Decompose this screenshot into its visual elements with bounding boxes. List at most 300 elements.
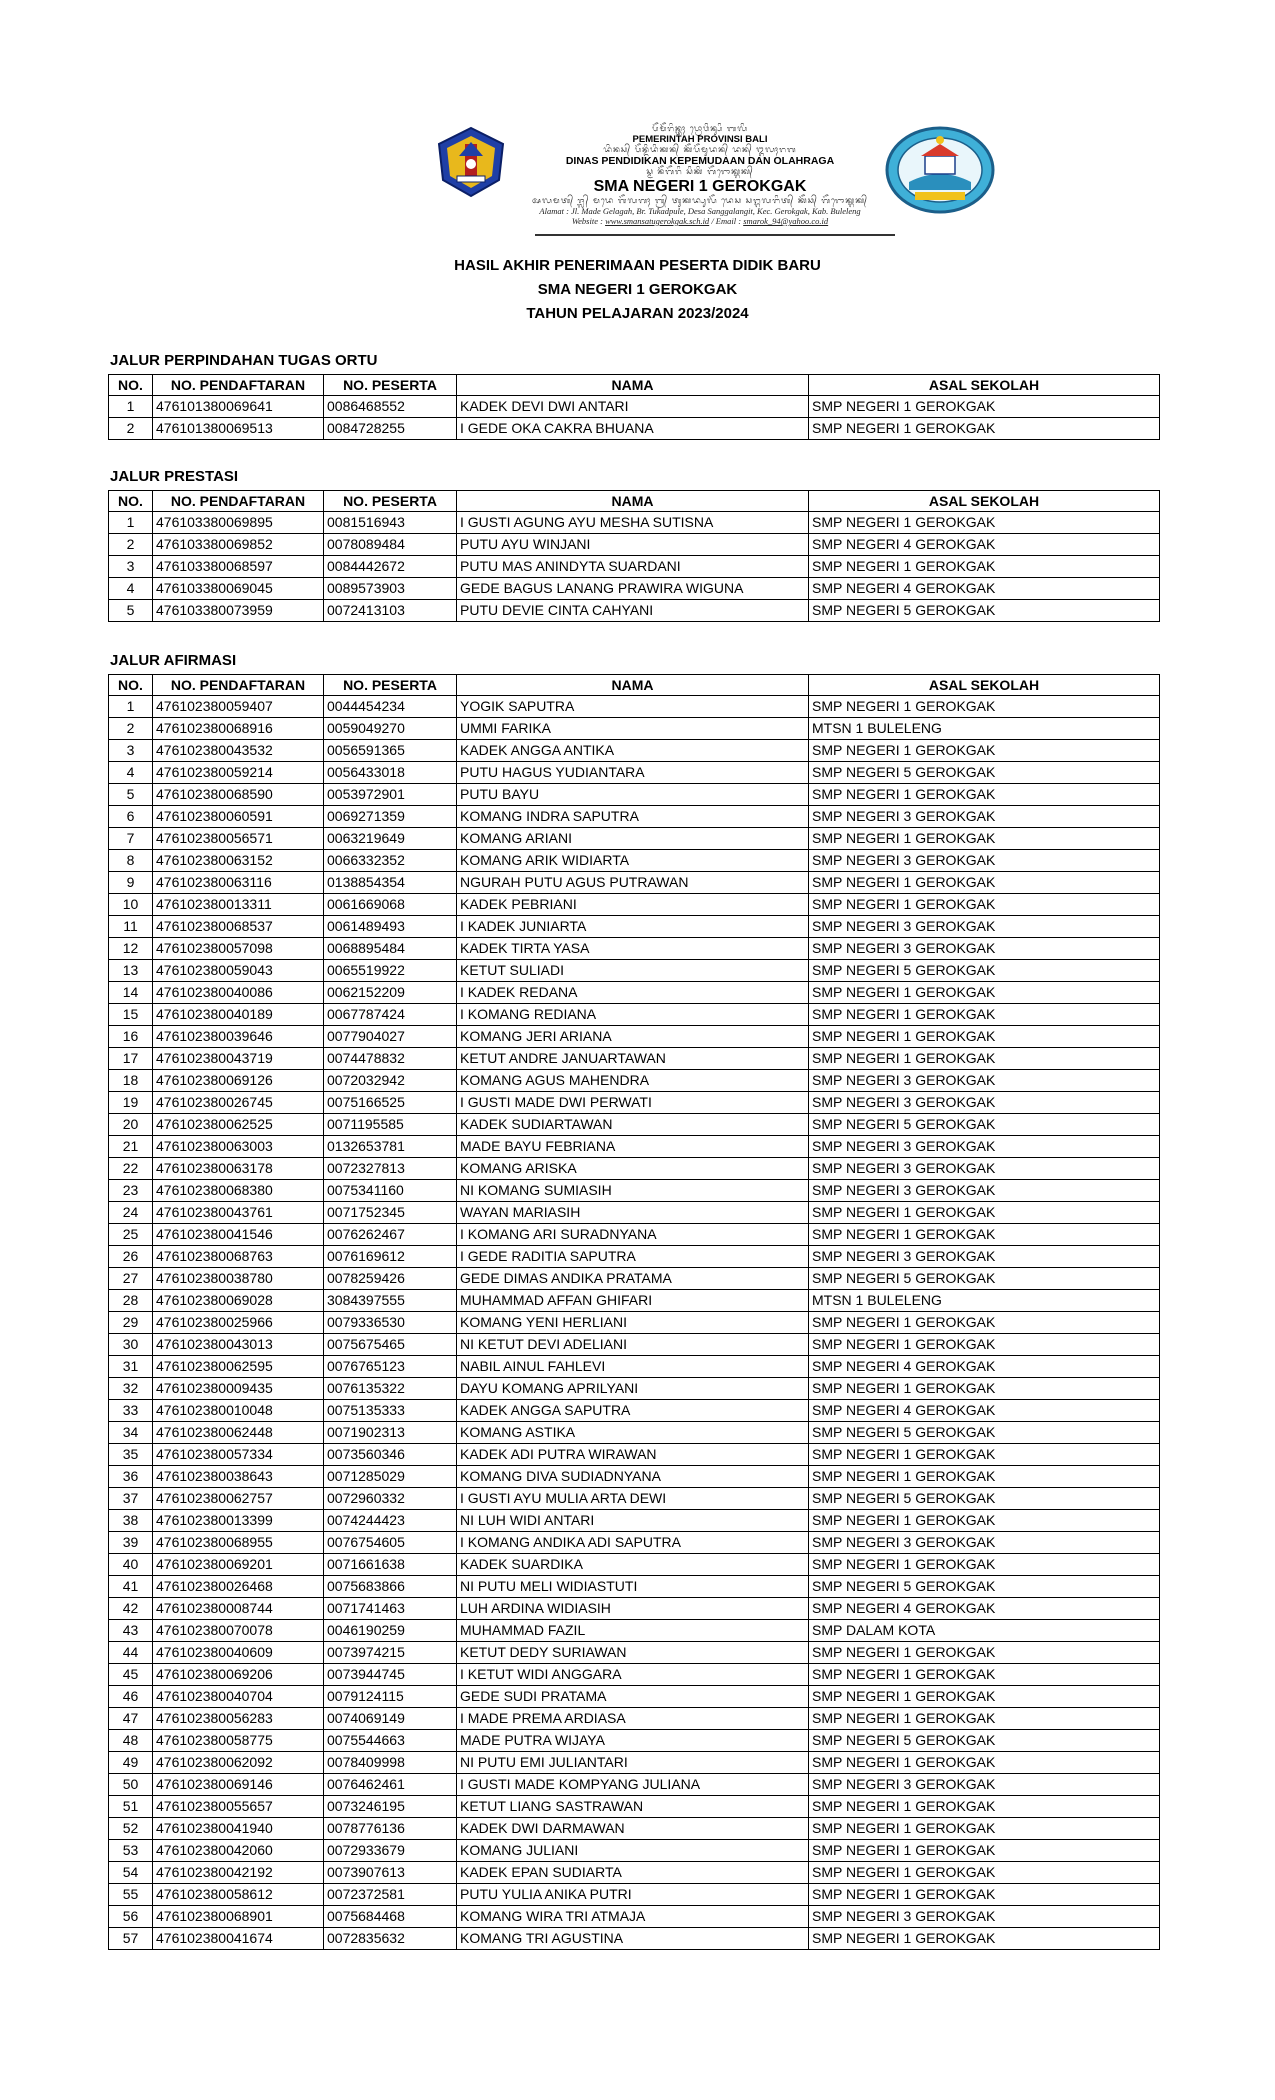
cell-registration-number: 476102380060591 bbox=[153, 806, 324, 828]
section-title: JALUR PERPINDAHAN TUGAS ORTU bbox=[110, 352, 378, 369]
cell-origin-school: SMP NEGERI 1 GEROKGAK bbox=[809, 1048, 1160, 1070]
header-col-no: NO. bbox=[109, 675, 153, 696]
header-col-name: NAMA bbox=[457, 375, 809, 396]
cell-registration-number: 476102380042192 bbox=[153, 1862, 324, 1884]
cell-participant-number: 0078089484 bbox=[324, 534, 457, 556]
title-line-3: TAHUN PELAJARAN 2023/2024 bbox=[526, 305, 749, 322]
cell-name: NI KOMANG SUMIASIH bbox=[457, 1180, 809, 1202]
cell-name: KOMANG YENI HERLIANI bbox=[457, 1312, 809, 1334]
cell-participant-number: 0071661638 bbox=[324, 1554, 457, 1576]
table-row bbox=[109, 1290, 1160, 1312]
cell-registration-number: 476102380009435 bbox=[153, 1378, 324, 1400]
table-row bbox=[109, 1004, 1160, 1026]
table-row bbox=[109, 1048, 1160, 1070]
cell-origin-school: SMP NEGERI 4 GEROKGAK bbox=[809, 1356, 1160, 1378]
cell-participant-number: 0075341160 bbox=[324, 1180, 457, 1202]
cell-name: KADEK ANGGA SAPUTRA bbox=[457, 1400, 809, 1422]
cell-no: 51 bbox=[109, 1796, 153, 1818]
cell-origin-school: SMP NEGERI 3 GEROKGAK bbox=[809, 1774, 1160, 1796]
cell-no: 18 bbox=[109, 1070, 153, 1092]
cell-registration-number: 476102380010048 bbox=[153, 1400, 324, 1422]
cell-participant-number: 0075683866 bbox=[324, 1576, 457, 1598]
cell-name: DAYU KOMANG APRILYANI bbox=[457, 1378, 809, 1400]
cell-name: GEDE SUDI PRATAMA bbox=[457, 1686, 809, 1708]
cell-origin-school: SMP NEGERI 1 GEROKGAK bbox=[809, 1752, 1160, 1774]
cell-origin-school: SMP NEGERI 1 GEROKGAK bbox=[809, 740, 1160, 762]
cell-origin-school: SMP NEGERI 3 GEROKGAK bbox=[809, 1070, 1160, 1092]
cell-no: 4 bbox=[109, 762, 153, 784]
header-col-origin-school: ASAL SEKOLAH bbox=[809, 491, 1160, 512]
cell-registration-number: 476103380069852 bbox=[153, 534, 324, 556]
cell-registration-number: 476102380057098 bbox=[153, 938, 324, 960]
cell-participant-number: 0067787424 bbox=[324, 1004, 457, 1026]
table-row bbox=[109, 1334, 1160, 1356]
cell-participant-number: 0072933679 bbox=[324, 1840, 457, 1862]
cell-registration-number: 476103380068597 bbox=[153, 556, 324, 578]
cell-registration-number: 476102380041546 bbox=[153, 1224, 324, 1246]
table-row bbox=[109, 1400, 1160, 1422]
cell-participant-number: 0065519922 bbox=[324, 960, 457, 982]
table-row bbox=[109, 894, 1160, 916]
cell-origin-school: SMP NEGERI 5 GEROKGAK bbox=[809, 600, 1160, 622]
cell-participant-number: 0078259426 bbox=[324, 1268, 457, 1290]
cell-participant-number: 0071902313 bbox=[324, 1422, 457, 1444]
table-row bbox=[109, 512, 1160, 534]
cell-registration-number: 476102380062092 bbox=[153, 1752, 324, 1774]
cell-origin-school: SMP NEGERI 1 GEROKGAK bbox=[809, 1928, 1160, 1950]
cell-name: PUTU BAYU bbox=[457, 784, 809, 806]
section-title: JALUR AFIRMASI bbox=[110, 652, 237, 669]
table-row bbox=[109, 534, 1160, 556]
cell-participant-number: 0073560346 bbox=[324, 1444, 457, 1466]
cell-participant-number: 0076462461 bbox=[324, 1774, 457, 1796]
cell-name: I KADEK REDANA bbox=[457, 982, 809, 1004]
table-row bbox=[109, 1884, 1160, 1906]
table-row bbox=[109, 1268, 1160, 1290]
results-table bbox=[108, 374, 1160, 440]
cell-no: 19 bbox=[109, 1092, 153, 1114]
cell-origin-school: SMP NEGERI 3 GEROKGAK bbox=[809, 938, 1160, 960]
cell-participant-number: 0073974215 bbox=[324, 1642, 457, 1664]
cell-name: NABIL AINUL FAHLEVI bbox=[457, 1356, 809, 1378]
cell-origin-school: SMP NEGERI 3 GEROKGAK bbox=[809, 1180, 1160, 1202]
table-row bbox=[109, 1664, 1160, 1686]
cell-registration-number: 476102380068955 bbox=[153, 1532, 324, 1554]
email-link[interactable]: smarok_94@yahoo.co.id bbox=[743, 216, 829, 226]
cell-origin-school: SMP NEGERI 1 GEROKGAK bbox=[809, 1444, 1160, 1466]
cell-name: KADEK ANGGA ANTIKA bbox=[457, 740, 809, 762]
cell-name: NGURAH PUTU AGUS PUTRAWAN bbox=[457, 872, 809, 894]
cell-name: I KOMANG ANDIKA ADI SAPUTRA bbox=[457, 1532, 809, 1554]
cell-origin-school: SMP NEGERI 1 GEROKGAK bbox=[809, 982, 1160, 1004]
cell-name: PUTU YULIA ANIKA PUTRI bbox=[457, 1884, 809, 1906]
letterhead-address: Alamat : Jl. Made Gelagah, Br. Tukadpule, Desa Sanggalangit, Kec. Gerokgak, Kab. Buleleng bbox=[539, 206, 861, 216]
cell-no: 45 bbox=[109, 1664, 153, 1686]
cell-registration-number: 476102380008744 bbox=[153, 1598, 324, 1620]
cell-name: YOGIK SAPUTRA bbox=[457, 696, 809, 718]
table-row bbox=[109, 1224, 1160, 1246]
cell-name: KADEK DEVI DWI ANTARI bbox=[457, 396, 809, 418]
header-col-participant-number: NO. PESERTA bbox=[324, 675, 457, 696]
table-header-row bbox=[109, 375, 1160, 396]
header-col-name: NAMA bbox=[457, 491, 809, 512]
cell-no: 27 bbox=[109, 1268, 153, 1290]
cell-registration-number: 476102380013311 bbox=[153, 894, 324, 916]
cell-participant-number: 0072835632 bbox=[324, 1928, 457, 1950]
cell-no: 52 bbox=[109, 1818, 153, 1840]
cell-participant-number: 0072032942 bbox=[324, 1070, 457, 1092]
cell-name: I MADE PREMA ARDIASA bbox=[457, 1708, 809, 1730]
cell-name: I GEDE OKA CAKRA BHUANA bbox=[457, 418, 809, 440]
cell-origin-school: SMP NEGERI 1 GEROKGAK bbox=[809, 1224, 1160, 1246]
table-row bbox=[109, 556, 1160, 578]
cell-no: 3 bbox=[109, 740, 153, 762]
table-row bbox=[109, 1686, 1160, 1708]
website-link[interactable]: www.smansatugerokgak.sch.id bbox=[605, 216, 710, 226]
table-row bbox=[109, 1488, 1160, 1510]
cell-no: 16 bbox=[109, 1026, 153, 1048]
cell-registration-number: 476102380068916 bbox=[153, 718, 324, 740]
cell-name: NI KETUT DEVI ADELIANI bbox=[457, 1334, 809, 1356]
cell-origin-school: SMP NEGERI 1 GEROKGAK bbox=[809, 1818, 1160, 1840]
cell-registration-number: 476102380040086 bbox=[153, 982, 324, 1004]
cell-name: KOMANG TRI AGUSTINA bbox=[457, 1928, 809, 1950]
cell-no: 8 bbox=[109, 850, 153, 872]
cell-name: LUH ARDINA WIDIASIH bbox=[457, 1598, 809, 1620]
table-row bbox=[109, 938, 1160, 960]
cell-name: PUTU AYU WINJANI bbox=[457, 534, 809, 556]
cell-registration-number: 476102380042060 bbox=[153, 1840, 324, 1862]
cell-no: 49 bbox=[109, 1752, 153, 1774]
cell-no: 32 bbox=[109, 1378, 153, 1400]
letterhead-script-province: ᬧᭂᬫᭂᬭᬶᬦ᭄ᬢᬄ ᬧ᭄ᬭᭀᬯᬶᬦ᭄ᬲᬶ ᬩᬮᬶ bbox=[652, 124, 748, 133]
letterhead-script-school: ᬲ᭄ᬫ ᬦᭂᬕᭂᬭᬶ ᬲᬶᬓᬶ ᬕᭂᬭᭀᬓ᭄ᬕᬓ᭄ bbox=[646, 167, 754, 176]
cell-registration-number: 476103380069045 bbox=[153, 578, 324, 600]
cell-no: 7 bbox=[109, 828, 153, 850]
cell-registration-number: 476102380063116 bbox=[153, 872, 324, 894]
cell-name: KOMANG ARISKA bbox=[457, 1158, 809, 1180]
cell-origin-school: SMP NEGERI 1 GEROKGAK bbox=[809, 1642, 1160, 1664]
cell-name: I GUSTI AYU MULIA ARTA DEWI bbox=[457, 1488, 809, 1510]
letterhead bbox=[435, 124, 995, 236]
header-col-no: NO. bbox=[109, 375, 153, 396]
table-row bbox=[109, 1422, 1160, 1444]
cell-origin-school: SMP NEGERI 1 GEROKGAK bbox=[809, 396, 1160, 418]
cell-origin-school: SMP NEGERI 1 GEROKGAK bbox=[809, 418, 1160, 440]
title-line-2: SMA NEGERI 1 GEROKGAK bbox=[537, 281, 738, 298]
table-row bbox=[109, 872, 1160, 894]
cell-participant-number: 0072960332 bbox=[324, 1488, 457, 1510]
cell-name: I KOMANG ARI SURADNYANA bbox=[457, 1224, 809, 1246]
cell-name: GEDE BAGUS LANANG PRAWIRA WIGUNA bbox=[457, 578, 809, 600]
cell-no: 53 bbox=[109, 1840, 153, 1862]
cell-name: I GUSTI MADE KOMPYANG JULIANA bbox=[457, 1774, 809, 1796]
cell-participant-number: 0132653781 bbox=[324, 1136, 457, 1158]
table-row bbox=[109, 1180, 1160, 1202]
section-title: JALUR PRESTASI bbox=[110, 468, 239, 485]
cell-name: I KADEK JUNIARTA bbox=[457, 916, 809, 938]
cell-name: PUTU HAGUS YUDIANTARA bbox=[457, 762, 809, 784]
cell-registration-number: 476101380069641 bbox=[153, 396, 324, 418]
cell-origin-school: SMP NEGERI 5 GEROKGAK bbox=[809, 762, 1160, 784]
cell-name: KADEK DWI DARMAWAN bbox=[457, 1818, 809, 1840]
cell-no: 24 bbox=[109, 1202, 153, 1224]
cell-name: MUHAMMAD AFFAN GHIFARI bbox=[457, 1290, 809, 1312]
cell-no: 1 bbox=[109, 696, 153, 718]
cell-no: 30 bbox=[109, 1334, 153, 1356]
table-row bbox=[109, 1136, 1160, 1158]
cell-name: KOMANG WIRA TRI ATMAJA bbox=[457, 1906, 809, 1928]
table-row bbox=[109, 1356, 1160, 1378]
cell-registration-number: 476102380069126 bbox=[153, 1070, 324, 1092]
cell-origin-school: SMP NEGERI 3 GEROKGAK bbox=[809, 1092, 1160, 1114]
cell-origin-school: SMP NEGERI 1 GEROKGAK bbox=[809, 872, 1160, 894]
cell-no: 12 bbox=[109, 938, 153, 960]
cell-registration-number: 476102380059214 bbox=[153, 762, 324, 784]
cell-no: 42 bbox=[109, 1598, 153, 1620]
cell-no: 56 bbox=[109, 1906, 153, 1928]
cell-origin-school: SMP NEGERI 1 GEROKGAK bbox=[809, 1686, 1160, 1708]
cell-participant-number: 0076169612 bbox=[324, 1246, 457, 1268]
cell-origin-school: SMP NEGERI 3 GEROKGAK bbox=[809, 1246, 1160, 1268]
table-row bbox=[109, 1730, 1160, 1752]
cell-name: KADEK EPAN SUDIARTA bbox=[457, 1862, 809, 1884]
cell-no: 31 bbox=[109, 1356, 153, 1378]
cell-no: 3 bbox=[109, 556, 153, 578]
cell-no: 11 bbox=[109, 916, 153, 938]
table-row bbox=[109, 1774, 1160, 1796]
table-row bbox=[109, 1906, 1160, 1928]
letterhead-script-address: ᬅᬮᬫᬢ᭄ ᬚ᭄ᬮ᭄ ᬫᬤᬾ ᬕᭂᬮᬕᬄ ᬩ᭄ᬭ᭄ ᬢᬸᬓᬤ᭄ᬧᬸᬮᭂ ᬤᬾᬲ ᬲᬗ᭄ᬕᬮᬗᬶᬢ᭄ ᬓᭂᬘ᭄ ᬕᭂᬭᭀᬓ᭄ᬕᬓ᭄ bbox=[532, 196, 868, 205]
header-col-name: NAMA bbox=[457, 675, 809, 696]
cell-registration-number: 476102380043532 bbox=[153, 740, 324, 762]
cell-name: KADEK SUDIARTAWAN bbox=[457, 1114, 809, 1136]
cell-origin-school: SMP NEGERI 4 GEROKGAK bbox=[809, 1598, 1160, 1620]
cell-name: UMMI FARIKA bbox=[457, 718, 809, 740]
cell-participant-number: 0063219649 bbox=[324, 828, 457, 850]
cell-no: 15 bbox=[109, 1004, 153, 1026]
cell-registration-number: 476102380041674 bbox=[153, 1928, 324, 1950]
table-row bbox=[109, 578, 1160, 600]
cell-participant-number: 0071752345 bbox=[324, 1202, 457, 1224]
cell-no: 9 bbox=[109, 872, 153, 894]
cell-participant-number: 0078409998 bbox=[324, 1752, 457, 1774]
table-row bbox=[109, 1510, 1160, 1532]
cell-origin-school: SMP NEGERI 1 GEROKGAK bbox=[809, 512, 1160, 534]
table-row bbox=[109, 1070, 1160, 1092]
cell-registration-number: 476102380068901 bbox=[153, 1906, 324, 1928]
header-col-registration-number: NO. PENDAFTARAN bbox=[153, 375, 324, 396]
table-row bbox=[109, 982, 1160, 1004]
cell-name: KOMANG ARIK WIDIARTA bbox=[457, 850, 809, 872]
cell-registration-number: 476102380026468 bbox=[153, 1576, 324, 1598]
letterhead-script-agency: ᬤᬶᬦᬲ᭄ ᬧᭂᬦ᭄ᬤᬶᬤᬶᬓᬦ᭄ ᬓᭂᬧᭂᬫᬸᬤᬦ᭄ ᬤᬦ᭄ ᬑᬮᬄᬭᬕ bbox=[603, 145, 797, 154]
cell-name: PUTU DEVIE CINTA CAHYANI bbox=[457, 600, 809, 622]
cell-origin-school: SMP NEGERI 4 GEROKGAK bbox=[809, 534, 1160, 556]
table-row bbox=[109, 1554, 1160, 1576]
cell-name: I GUSTI AGUNG AYU MESHA SUTISNA bbox=[457, 512, 809, 534]
header-col-no: NO. bbox=[109, 491, 153, 512]
cell-no: 29 bbox=[109, 1312, 153, 1334]
cell-origin-school: SMP NEGERI 1 GEROKGAK bbox=[809, 1312, 1160, 1334]
cell-registration-number: 476102380059043 bbox=[153, 960, 324, 982]
table-row bbox=[109, 828, 1160, 850]
cell-registration-number: 476102380059407 bbox=[153, 696, 324, 718]
cell-origin-school: SMP NEGERI 3 GEROKGAK bbox=[809, 806, 1160, 828]
cell-participant-number: 0138854354 bbox=[324, 872, 457, 894]
cell-registration-number: 476102380056571 bbox=[153, 828, 324, 850]
cell-participant-number: 0071195585 bbox=[324, 1114, 457, 1136]
cell-origin-school: SMP NEGERI 1 GEROKGAK bbox=[809, 828, 1160, 850]
cell-name: I KOMANG REDIANA bbox=[457, 1004, 809, 1026]
letterhead-text bbox=[505, 124, 895, 226]
letterhead-school: SMA NEGERI 1 GEROKGAK bbox=[593, 178, 807, 195]
header-col-participant-number: NO. PESERTA bbox=[324, 491, 457, 512]
cell-participant-number: 0076754605 bbox=[324, 1532, 457, 1554]
cell-participant-number: 0075675465 bbox=[324, 1334, 457, 1356]
cell-name: KOMANG ASTIKA bbox=[457, 1422, 809, 1444]
cell-origin-school: SMP NEGERI 1 GEROKGAK bbox=[809, 696, 1160, 718]
cell-registration-number: 476103380069895 bbox=[153, 512, 324, 534]
cell-no: 46 bbox=[109, 1686, 153, 1708]
cell-registration-number: 476102380040704 bbox=[153, 1686, 324, 1708]
cell-participant-number: 0078776136 bbox=[324, 1818, 457, 1840]
cell-participant-number: 0074478832 bbox=[324, 1048, 457, 1070]
cell-participant-number: 0084728255 bbox=[324, 418, 457, 440]
cell-name: KOMANG INDRA SAPUTRA bbox=[457, 806, 809, 828]
cell-name: KETUT LIANG SASTRAWAN bbox=[457, 1796, 809, 1818]
bali-province-emblem-icon bbox=[435, 126, 507, 198]
cell-name: KOMANG JULIANI bbox=[457, 1840, 809, 1862]
cell-registration-number: 476101380069513 bbox=[153, 418, 324, 440]
table-header-row bbox=[109, 491, 1160, 512]
cell-origin-school: SMP NEGERI 1 GEROKGAK bbox=[809, 1884, 1160, 1906]
cell-origin-school: SMP NEGERI 1 GEROKGAK bbox=[809, 1862, 1160, 1884]
cell-participant-number: 0056433018 bbox=[324, 762, 457, 784]
table-row bbox=[109, 1862, 1160, 1884]
cell-participant-number: 0071741463 bbox=[324, 1598, 457, 1620]
cell-registration-number: 476102380062448 bbox=[153, 1422, 324, 1444]
table-row bbox=[109, 806, 1160, 828]
table-row bbox=[109, 1576, 1160, 1598]
cell-participant-number: 0053972901 bbox=[324, 784, 457, 806]
table-header-row bbox=[109, 675, 1160, 696]
table-row bbox=[109, 1026, 1160, 1048]
cell-no: 33 bbox=[109, 1400, 153, 1422]
title-line-1: HASIL AKHIR PENERIMAAN PESERTA DIDIK BARU bbox=[454, 257, 821, 274]
cell-origin-school: SMP DALAM KOTA bbox=[809, 1620, 1160, 1642]
cell-no: 35 bbox=[109, 1444, 153, 1466]
letterhead-agency: DINAS PENDIDIKAN KEPEMUDAAN DAN OLAHRAGA bbox=[565, 155, 835, 167]
cell-registration-number: 476102380068380 bbox=[153, 1180, 324, 1202]
cell-participant-number: 0066332352 bbox=[324, 850, 457, 872]
cell-participant-number: 0076262467 bbox=[324, 1224, 457, 1246]
cell-no: 2 bbox=[109, 718, 153, 740]
cell-origin-school: SMP NEGERI 3 GEROKGAK bbox=[809, 1906, 1160, 1928]
cell-origin-school: SMP NEGERI 5 GEROKGAK bbox=[809, 1422, 1160, 1444]
document-title bbox=[280, 254, 995, 326]
cell-no: 50 bbox=[109, 1774, 153, 1796]
table-row bbox=[109, 1312, 1160, 1334]
cell-registration-number: 476102380038780 bbox=[153, 1268, 324, 1290]
cell-no: 36 bbox=[109, 1466, 153, 1488]
cell-participant-number: 0062152209 bbox=[324, 982, 457, 1004]
header-col-registration-number: NO. PENDAFTARAN bbox=[153, 675, 324, 696]
cell-origin-school: SMP NEGERI 1 GEROKGAK bbox=[809, 1004, 1160, 1026]
cell-name: KETUT ANDRE JANUARTAWAN bbox=[457, 1048, 809, 1070]
letterhead-contact bbox=[505, 216, 895, 226]
cell-origin-school: SMP NEGERI 1 GEROKGAK bbox=[809, 1378, 1160, 1400]
cell-participant-number: 0081516943 bbox=[324, 512, 457, 534]
cell-origin-school: SMP NEGERI 1 GEROKGAK bbox=[809, 784, 1160, 806]
table-row bbox=[109, 1202, 1160, 1224]
cell-origin-school: SMP NEGERI 1 GEROKGAK bbox=[809, 1796, 1160, 1818]
cell-no: 25 bbox=[109, 1224, 153, 1246]
cell-origin-school: SMP NEGERI 3 GEROKGAK bbox=[809, 1136, 1160, 1158]
cell-registration-number: 476102380013399 bbox=[153, 1510, 324, 1532]
table-row bbox=[109, 1840, 1160, 1862]
table-row bbox=[109, 1246, 1160, 1268]
cell-name: KADEK TIRTA YASA bbox=[457, 938, 809, 960]
cell-name: MADE BAYU FEBRIANA bbox=[457, 1136, 809, 1158]
cell-no: 44 bbox=[109, 1642, 153, 1664]
cell-origin-school: SMP NEGERI 1 GEROKGAK bbox=[809, 894, 1160, 916]
cell-participant-number: 0077904027 bbox=[324, 1026, 457, 1048]
email-label: / Email : bbox=[709, 216, 744, 226]
cell-name: NI PUTU MELI WIDIASTUTI bbox=[457, 1576, 809, 1598]
table-row bbox=[109, 916, 1160, 938]
cell-origin-school: MTSN 1 BULELENG bbox=[809, 1290, 1160, 1312]
cell-no: 41 bbox=[109, 1576, 153, 1598]
cell-origin-school: SMP NEGERI 5 GEROKGAK bbox=[809, 1268, 1160, 1290]
cell-no: 39 bbox=[109, 1532, 153, 1554]
cell-no: 28 bbox=[109, 1290, 153, 1312]
cell-registration-number: 476102380062757 bbox=[153, 1488, 324, 1510]
header-col-origin-school: ASAL SEKOLAH bbox=[809, 375, 1160, 396]
cell-registration-number: 476102380063003 bbox=[153, 1136, 324, 1158]
cell-participant-number: 0079124115 bbox=[324, 1686, 457, 1708]
cell-no: 17 bbox=[109, 1048, 153, 1070]
cell-name: MUHAMMAD FAZIL bbox=[457, 1620, 809, 1642]
table-row bbox=[109, 1818, 1160, 1840]
table-row bbox=[109, 718, 1160, 740]
cell-name: KOMANG ARIANI bbox=[457, 828, 809, 850]
cell-participant-number: 0075544663 bbox=[324, 1730, 457, 1752]
cell-participant-number: 0068895484 bbox=[324, 938, 457, 960]
cell-no: 47 bbox=[109, 1708, 153, 1730]
cell-participant-number: 0075684468 bbox=[324, 1906, 457, 1928]
table-row bbox=[109, 1444, 1160, 1466]
cell-participant-number: 3084397555 bbox=[324, 1290, 457, 1312]
cell-registration-number: 476102380026745 bbox=[153, 1092, 324, 1114]
cell-no: 20 bbox=[109, 1114, 153, 1136]
results-table bbox=[108, 490, 1160, 622]
table-row bbox=[109, 1466, 1160, 1488]
cell-registration-number: 476102380040609 bbox=[153, 1642, 324, 1664]
cell-no: 34 bbox=[109, 1422, 153, 1444]
cell-no: 5 bbox=[109, 600, 153, 622]
cell-participant-number: 0074244423 bbox=[324, 1510, 457, 1532]
cell-origin-school: SMP NEGERI 3 GEROKGAK bbox=[809, 916, 1160, 938]
cell-no: 37 bbox=[109, 1488, 153, 1510]
cell-registration-number: 476102380039646 bbox=[153, 1026, 324, 1048]
cell-name: I GUSTI MADE DWI PERWATI bbox=[457, 1092, 809, 1114]
cell-name: MADE PUTRA WIJAYA bbox=[457, 1730, 809, 1752]
cell-origin-school: SMP NEGERI 5 GEROKGAK bbox=[809, 1488, 1160, 1510]
cell-registration-number: 476102380058775 bbox=[153, 1730, 324, 1752]
cell-no: 2 bbox=[109, 534, 153, 556]
cell-origin-school: SMP NEGERI 3 GEROKGAK bbox=[809, 850, 1160, 872]
